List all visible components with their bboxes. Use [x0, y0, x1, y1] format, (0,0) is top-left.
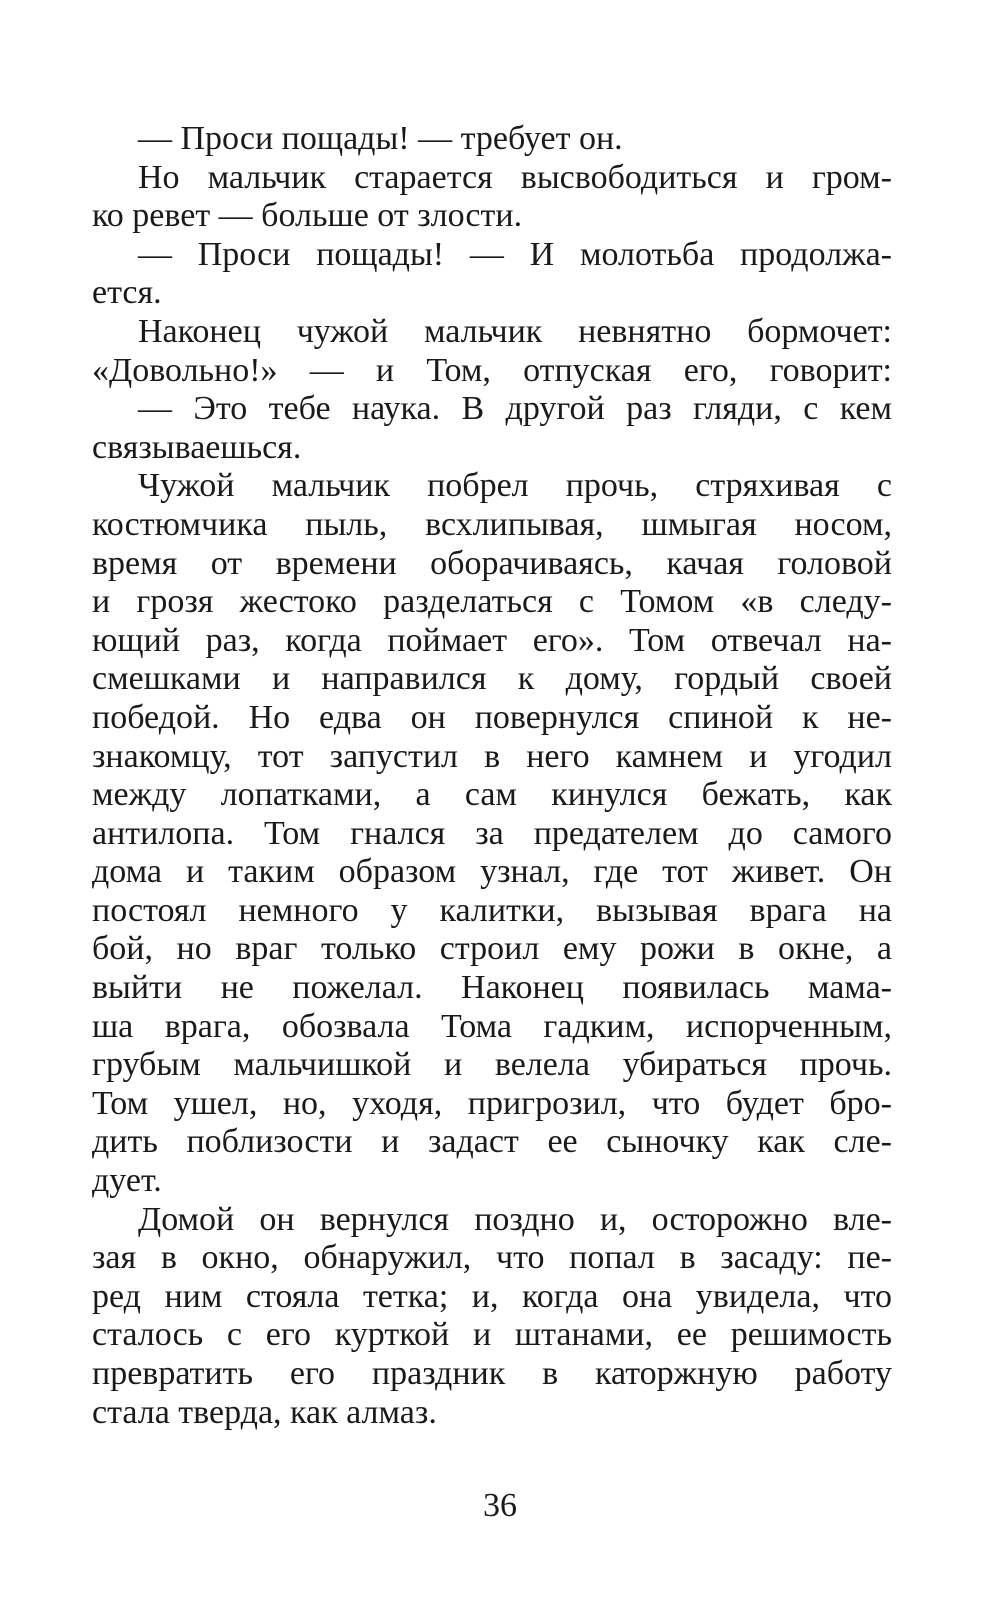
text-line: костюмчика пыль, всхлипывая, шмыгая носом, [92, 505, 892, 543]
text-line: — Это тебе наука. В другой раз гляди, с кем [138, 390, 892, 428]
text-line: сталось с его курткой и штанами, ее решимость [92, 1316, 892, 1354]
text-line: Чужой мальчик побрел прочь, стряхивая с [138, 467, 892, 505]
text-line: дует. [92, 1162, 162, 1200]
text-line: знакомцу, тот запустил в него камнем и угодил [92, 737, 892, 775]
text-line: смешками и направился к дому, гордый своей [92, 660, 892, 698]
text-line: Но мальчик старается высвободиться и гром- [138, 158, 892, 196]
text-line: — Проси пощады! — требует он. [138, 120, 623, 157]
body-text [92, 120, 892, 1432]
text-line: ко ревет — больше от злости. [92, 197, 523, 235]
text-line: и грозя жестоко разделаться с Томом «в следу- [92, 583, 892, 621]
text-line: ется. [92, 274, 162, 312]
text-line: Том ушел, но, уходя, пригрозил, что будет бро- [92, 1084, 892, 1122]
text-line: антилопа. Том гнался за предателем до самого [92, 814, 892, 852]
text-line: победой. Но едва он повернулся спиной к не- [92, 698, 892, 736]
text-line: между лопатками, а сам кинулся бежать, как [92, 776, 892, 814]
text-line: время от времени оборачиваясь, качая головой [92, 544, 892, 582]
text-line: ред ним стояла тетка; и, когда она увидела, что [92, 1277, 892, 1315]
text-line: выйти не пожелал. Наконец появилась мама- [92, 969, 892, 1007]
text-line: ющий раз, когда поймает его». Том отвечал на- [92, 621, 892, 659]
text-line: ша врага, обозвала Тома гадким, испорченным, [92, 1007, 892, 1045]
text-line: Наконец чужой мальчик невнятно бормочет: [138, 312, 892, 350]
text-line: постоял немного у калитки, вызывая врага на [92, 891, 892, 929]
text-line: превратить его праздник в каторжную работу [92, 1355, 892, 1392]
text-line: связываешься. [92, 428, 302, 466]
page-number: 36 [483, 1487, 517, 1524]
text-line: бой, но враг только строил ему рожи в окне, а [92, 930, 892, 968]
text-line: грубым мальчишкой и велела убираться прочь. [92, 1046, 892, 1084]
text-line: дить поблизости и задаст ее сыночку как сле- [92, 1123, 892, 1161]
text-line: — Проси пощады! — И молотьба продолжа- [138, 235, 892, 273]
text-line: Домой он вернулся поздно и, осторожно вле- [138, 1200, 892, 1238]
text-line: дома и таким образом узнал, где тот живет. Он [92, 853, 892, 891]
text-line: зая в окно, обнаружил, что попал в засаду: пе- [92, 1239, 892, 1277]
text-line: стала тверда, как алмаз. [92, 1393, 437, 1431]
text-line: «Довольно!» — и Том, отпуская его, говорит: [92, 351, 892, 389]
